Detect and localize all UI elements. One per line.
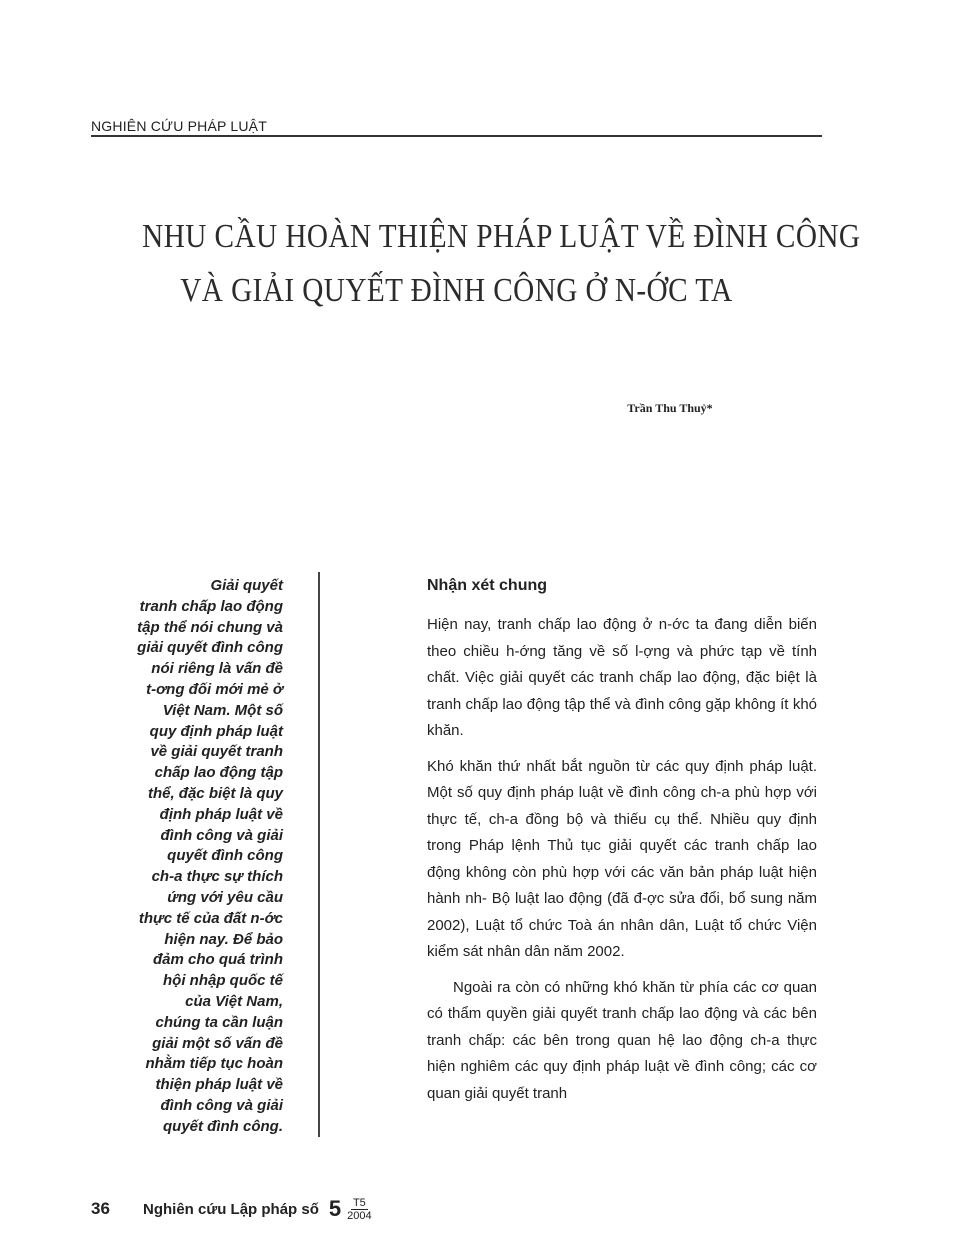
pull-quote-line: định pháp luật về (159, 805, 283, 823)
pull-quote (100, 576, 283, 1138)
pull-quote-line: tranh chấp lao động (139, 597, 283, 615)
pull-quote-line: t-ơng đối mới mẻ ở (146, 680, 283, 698)
body-paragraph: Ngoài ra còn có những khó khăn từ phía các cơ quan có thẩm quyền giải quyết tranh chấp lao động và các bên tranh chấp: các bên trong quan hệ lao động ch-a thực hiện nghiêm các quy định pháp luật về đình công; các cơ quan giải quyết tranh (427, 978, 817, 1102)
pull-quote-line: giải quyết đình công (137, 639, 283, 657)
pull-quote-line: chấp lao động tập (154, 764, 283, 782)
pull-quote-line: quyết đình công. (163, 1117, 283, 1135)
pull-quote-line: quy định pháp luật (149, 722, 283, 740)
pull-quote-line: nói riêng là vấn đề (151, 660, 283, 678)
pull-quote-line: hội nhập quốc tế (163, 972, 283, 990)
pull-quote-line: ch-a thực sự thích (151, 868, 283, 886)
issue-date (347, 1197, 371, 1222)
body-paragraph: Hiện nay, tranh chấp lao động ở n-ớc ta đang diễn biến theo chiều h-ớng tăng về số l-ợng và phức tạp về tính chất. Việc giải quyết các tranh chấp lao động, đặc biệt là tranh chấp lao động tập thể và đình công gặp không ít khó khăn. (427, 616, 817, 739)
pull-quote-line: hiện nay. Để bảo (164, 930, 283, 948)
body-text (427, 612, 817, 1116)
article-title-line-1: NHU CẦU HOÀN THIỆN PHÁP LUẬT VỀ ĐÌNH CÔNG (142, 218, 861, 255)
pull-quote-line: quyết đình công (167, 847, 283, 865)
pull-quote-line: của Việt Nam, (185, 992, 283, 1010)
header-rule (91, 135, 822, 137)
pull-quote-line: đình công và giải (160, 826, 283, 844)
pull-quote-line: thực tế của đất n-ớc (138, 909, 283, 927)
author-name: Trần Thu Thuỷ* (627, 401, 713, 415)
issue-number: 5 (328, 1196, 342, 1221)
pull-quote-line: thể, đặc biệt là quy (147, 784, 283, 802)
pull-quote-line: giải một số vấn đề (152, 1034, 283, 1052)
pull-quote-line: chúng ta cần luận (155, 1013, 283, 1031)
section-header: NGHIÊN CỨU PHÁP LUẬT (91, 118, 267, 134)
section-subheading: Nhận xét chung (427, 577, 548, 594)
pull-quote-line: nhằm tiếp tục hoàn (145, 1055, 283, 1073)
issue-year: 2004 (347, 1209, 372, 1222)
issue-month: T5 (352, 1196, 366, 1209)
page-footer (91, 1196, 372, 1222)
pull-quote-line: thiện pháp luật về (155, 1076, 283, 1094)
pull-quote-line: đình công và giải (160, 1096, 283, 1114)
pull-quote-line: đảm cho quá trình (152, 951, 283, 969)
body-paragraph: Khó khăn thứ nhất bắt nguồn từ các quy định pháp luật. Một số quy định pháp luật về đình công ch-a phù hợp với thực tế, ch-a đồng bộ và thiếu cụ thể. Nhiều quy định trong Pháp lệnh Thủ tục giải quyết các tranh chấp lao động không còn phù hợp với các văn bản pháp luật hiện hành nh- Bộ luật lao động (đã đ-ợc sửa đổi, bổ sung năm 2002), Luật tổ chức Toà án nhân dân, Luật tổ chức Viện kiểm sát nhân dân năm 2002. (427, 757, 817, 960)
pull-quote-line: tập thể nói chung và (137, 618, 283, 636)
page-number: 36 (91, 1199, 110, 1218)
pull-quote-line: Việt Nam. Một số (162, 701, 283, 719)
column-divider (318, 572, 320, 1137)
pull-quote-line: ứng với yêu cầu (167, 888, 283, 906)
pull-quote-line: về giải quyết tranh (150, 743, 283, 761)
journal-name: Nghiên cứu Lập pháp số (143, 1200, 319, 1218)
pull-quote-line: Giải quyết (210, 577, 283, 594)
article-title-line-2: VÀ GIẢI QUYẾT ĐÌNH CÔNG Ở N-ỚC TA (180, 272, 733, 309)
